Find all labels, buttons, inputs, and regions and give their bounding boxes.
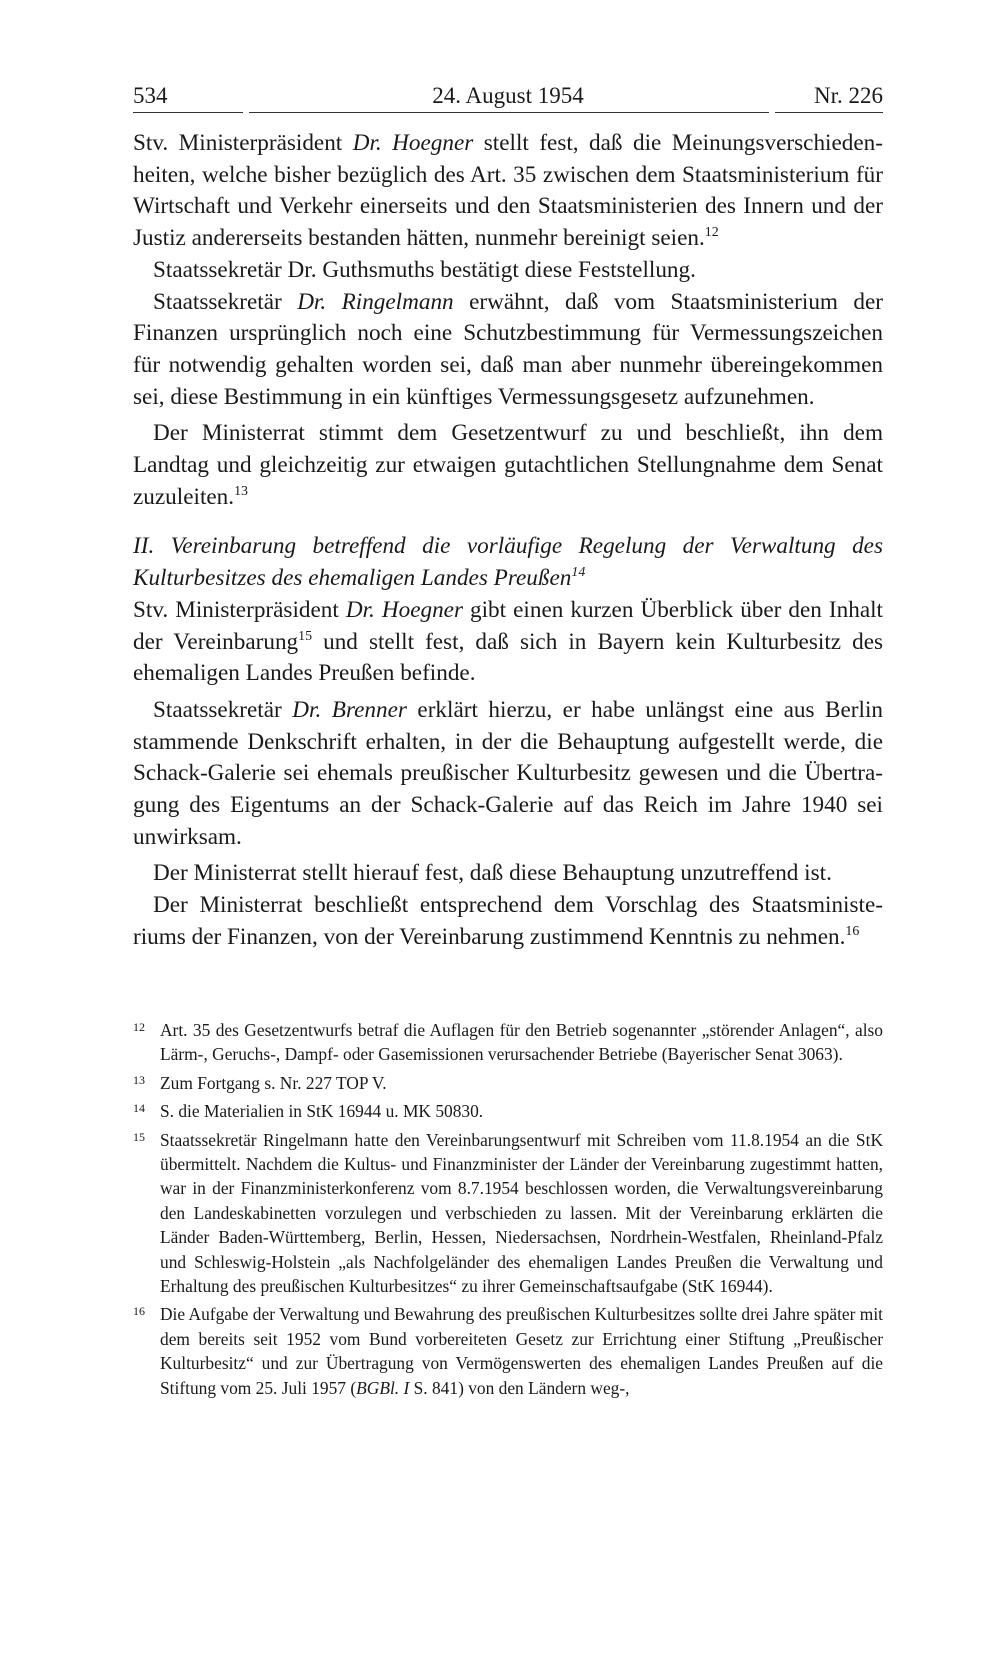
speaker-name: Dr. Brenner <box>292 696 407 723</box>
footnote-number: 14 <box>133 1101 145 1116</box>
footnote-text: Staatssekretär Ringelmann hatte den Vereinbarungsentwurf mit Schreiben vom 11.8.1954 an die StK übermittelt. Nachdem die Kultus- und Finanzminister der Länder der Vereinbarung zugestimmt hatten, war in der Finanzministerkonferenz vom 8.7.1954 beschlossen worden, die Verwaltungsvereinbarung den Landeskabinetten vorzulegen und verbschieden zu lassen. Mit der Vereinbarung erklärten die Länder Baden-Württemberg, Berlin, Hessen, Niedersachsen, Nordrhein-Westfalen, Rheinland-Pfalz und Schleswig-Holstein „als Nachfolgeländer des ehemaligen Landes Preußen die Verwaltung und Erhaltung des preußischen Kulturbesitzes“ zu ihrer Gemeinschaftsaufgabe (StK 16944). <box>160 1129 883 1297</box>
main-text <box>133 128 883 954</box>
footnote-text: Art. 35 des Gesetzentwurfs betraf die Auflagen für den Betrieb sogenannter „störender Anlagen“, also Lärm-, Geruchs-, Dampf- oder Gasemissionen verursachender Betriebe (Bayerischer Senat 3063). <box>160 1020 883 1065</box>
issue-number: Nr. 226 <box>814 83 883 108</box>
citation-bgbl: BGBl. I <box>356 1377 410 1398</box>
paragraph-hoegner-statement: Stv. Ministerpräsident Dr. Hoegner stellt fest, daß die Meinungsverschiedenheiten, welche bisher bezüglich des Art. 35 zwischen dem Staatsministerium für Wirtschaft und Verkehr einerseits und den Staatsministerien des Innern und der Justiz andererseits bestanden hätten, nunmehr bereinigt seien.$^{12}$ <box>133 130 883 252</box>
footnote-14 <box>133 1099 883 1123</box>
footnote-ref-14: 14 <box>571 565 586 581</box>
header-rule-center <box>249 112 769 113</box>
paragraph-ringelmann: Staatssekretär Dr. Ringelmann erwähnt, daß vom Staatsministerium der Finanzen ursprünglich noch eine Schutzbestimmung für Vermessungszeichen für notwendig gehalten worden sei, daß man aber nunmehr übereingekommen sei, diese Bestimmung in ein künftiges Vermessungsgesetz aufzunehmen. <box>133 288 883 410</box>
footnote-13 <box>133 1071 883 1095</box>
running-header <box>133 80 883 112</box>
speaker-name: Dr. Hoegner <box>345 596 463 623</box>
paragraph-hoegner-overview: Stv. Ministerpräsident Dr. Hoegner gibt einen kurzen Überblick über den Inhalt der Vereinbarung$^{15}$ und stellt fest, daß sich in Bayern kein Kulturbesitz des ehemaligen Landes Preußen befinde. <box>133 596 884 687</box>
footnote-number: 13 <box>133 1072 145 1087</box>
paragraph-council-finding: Der Ministerrat stellt hierauf fest, daß diese Behauptung unzutreffend ist. <box>153 860 832 887</box>
footnotes <box>133 1018 883 1404</box>
footnote-number: 12 <box>133 1020 145 1034</box>
paragraph-guthsmuths: Staatssekretär Dr. Guthsmuths bestätigt diese Feststellung. <box>153 256 696 283</box>
footnote-12 <box>133 1018 883 1067</box>
header-rule-left <box>133 112 243 113</box>
paragraph-brenner: Staatssekretär Dr. Brenner erklärt hierzu, er habe unlängst eine aus Berlin stammende Denkschrift erhalten, in der die Behauptung aufgestellt werde, die Schack-Galerie sei ehemals preußischer Kulturbesitz gewesen und die Übertragung des Eigentums an der Schack-Galerie auf das Reich im Jahre 1940 sei unwirksam. <box>133 696 884 850</box>
page <box>133 80 883 954</box>
footnote-number: 15 <box>133 1129 145 1144</box>
footnote-ref-12: 12 <box>704 225 719 241</box>
paragraph-council-decision: Der Ministerrat beschließt entsprechend dem Vorschlag des Staatsministeriums der Finanzen, von der Vereinbarung zustimmend Kenntnis zu nehmen.$^{16}$ <box>133 892 883 950</box>
footnote-text: Zum Fortgang s. Nr. 227 TOP V. <box>160 1072 387 1093</box>
speaker-name: Dr. Hoegner <box>352 130 474 156</box>
footnote-15 <box>133 1128 883 1299</box>
paragraph-resolution: Der Ministerrat stimmt dem Gesetzentwurf zu und beschließt, ihn dem Landtag und gleichzeitig zur etwaigen gutachtlichen Stellungnahme dem Senat zuzuleiten.$^{13}$ <box>133 420 883 510</box>
footnote-number: 16 <box>133 1304 145 1319</box>
header-date: 24. August 1954 <box>432 83 584 108</box>
section-heading-ii: II. Vereinbarung betreffend die vorläufige Regelung der Verwaltung des Kulturbesitzes des ehemaligen Landes Preußen$^{14}$ <box>133 533 883 592</box>
footnote-16 <box>133 1302 883 1400</box>
footnote-ref-16: 16 <box>845 923 860 939</box>
footnote-ref-15: 15 <box>298 628 313 644</box>
header-rules <box>133 112 883 116</box>
footnote-text: Die Aufgabe der Verwaltung und Bewahrung des preußischen Kulturbesitzes sollte drei Jahre später mit dem bereits seit 1952 vom Bund vorbereiteten Gesetz zur Errichtung einer Stiftung „Preußischer Kulturbesitz“ und zur Übertragung von Vermögenswerten des ehemaligen Landes Preußen auf die Stiftung vom 25. Juli 1957 (BGBl. I S. 841) von den Ländern weg-, <box>160 1304 883 1398</box>
footnote-text: S. die Materialien in StK 16944 u. MK 50830. <box>160 1101 484 1122</box>
page-number: 534 <box>133 83 168 108</box>
speaker-name: Dr. Ringelmann <box>297 288 454 315</box>
header-rule-right <box>775 112 883 113</box>
footnote-ref-13: 13 <box>234 483 248 499</box>
